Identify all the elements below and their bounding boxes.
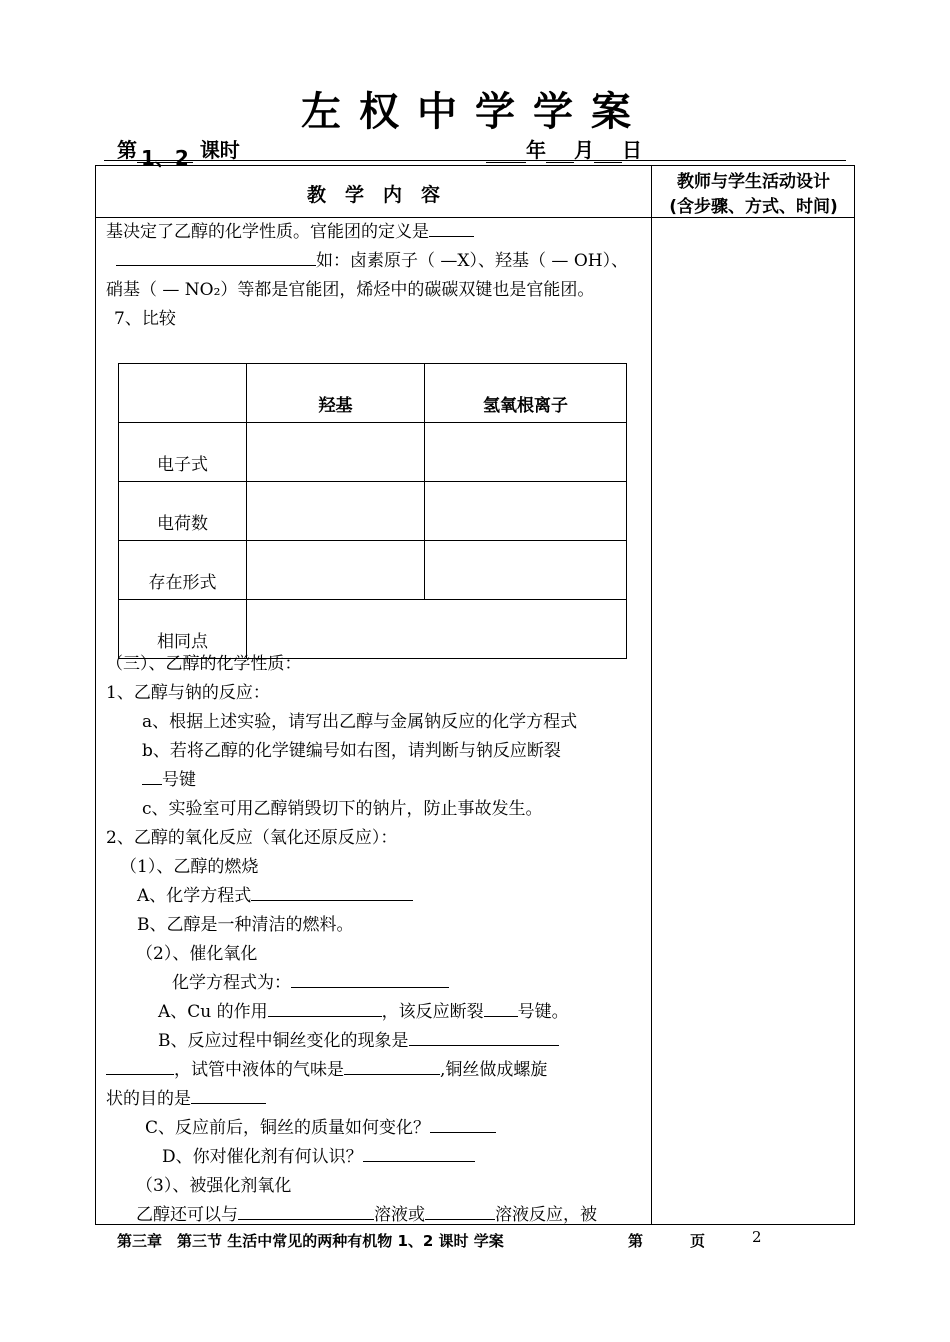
lesson-period: 第 1、2 课时 [117, 138, 240, 170]
answer-blank [106, 1056, 174, 1075]
header-rule [104, 160, 846, 161]
answer-blank [344, 1056, 440, 1075]
answer-blank [268, 998, 382, 1017]
question-text: A、化学方程式 [137, 882, 413, 911]
question-text: 乙醇还可以与 溶液或 溶液反应，被 [136, 1201, 597, 1230]
footer-page-prefix: 第 [628, 1232, 644, 1250]
table-cell [247, 482, 425, 541]
subsection-heading: （1）、乙醇的燃烧 [120, 857, 259, 877]
answer-blank [251, 882, 413, 901]
period-value: 1、2 [137, 142, 193, 163]
content-column-header: 教 学 内 容 [306, 184, 440, 206]
question-text: a、根据上述实验，请写出乙醇与金属钠反应的化学方程式 [142, 712, 578, 732]
answer-blank [191, 1085, 266, 1104]
question-text: 号键 [142, 766, 196, 795]
definition-line-1: 基决定了乙醇的化学性质。官能团的定义是 [106, 218, 474, 247]
table-header-cell: 氢氧根离子 [425, 364, 627, 423]
table-row [119, 482, 627, 541]
table-cell [247, 600, 627, 659]
question-text: B、乙醇是一种清洁的燃料。 [137, 915, 354, 935]
row-label: 电子式 [119, 423, 247, 482]
table-cell [247, 541, 425, 600]
answer-blank [116, 247, 316, 266]
table-cell [425, 423, 627, 482]
question-text: 状的目的是 [106, 1085, 266, 1114]
answer-blank [142, 766, 162, 785]
comparison-table [118, 363, 627, 659]
question-text: b、若将乙醇的化学键编号如右图，请判断与钠反应断裂 [142, 741, 561, 761]
answer-blank [291, 969, 449, 988]
footer-page-suffix: 页 [690, 1232, 706, 1250]
question-text: A、Cu 的作用 ，该反应断裂 号键。 [158, 998, 569, 1027]
answer-blank [363, 1143, 475, 1162]
date-fields: 年 月 日 [486, 134, 642, 163]
question-text: C、反应前后，铜丝的质量如何变化？ [145, 1114, 496, 1143]
subsection-heading: 1、乙醇与钠的反应： [106, 683, 270, 703]
column-divider [651, 165, 652, 1225]
definition-line-2: 如：卤素原子（ —X）、羟基（ — OH）、 [116, 247, 628, 276]
table-cell [425, 541, 627, 600]
table-cell [247, 423, 425, 482]
subsection-heading: （3）、被强化剂氧化 [136, 1176, 292, 1196]
definition-line-3: 硝基（ — NO₂）等都是官能团，烯烃中的碳碳双键也是官能团。 [106, 280, 595, 300]
answer-blank [429, 218, 474, 237]
answer-blank [484, 998, 518, 1017]
subsection-heading: （2）、催化氧化 [136, 944, 258, 964]
table-row [119, 423, 627, 482]
answer-blank [425, 1201, 495, 1220]
activity-column-header: 教师与学生活动设计 (含步骤、方式、时间) [669, 172, 838, 217]
row-label: 相同点 [119, 600, 247, 659]
page-title: 左权中学学案 [301, 89, 649, 135]
table-cell [425, 482, 627, 541]
row-label: 存在形式 [119, 541, 247, 600]
question-text: D、你对催化剂有何认识？ [162, 1143, 475, 1172]
table-cell [119, 364, 247, 423]
question-text: B、反应过程中铜丝变化的现象是 [158, 1027, 559, 1056]
footer-chapter: 第三章 第三节 生活中常见的两种有机物 1、2 课时 学案 [117, 1232, 504, 1250]
table-row [119, 541, 627, 600]
table-row [119, 364, 627, 423]
answer-blank [238, 1201, 374, 1220]
page-number: 2 [752, 1228, 762, 1246]
question-text: c、实验室可用乙醇销毁切下的钠片，防止事故发生。 [142, 799, 543, 819]
subsection-heading: 2、乙醇的氧化反应（氧化还原反应）： [106, 828, 398, 848]
row-label: 电荷数 [119, 482, 247, 541]
section-heading: （三）、乙醇的化学性质： [106, 654, 302, 674]
table-header-cell: 羟基 [247, 364, 425, 423]
compare-heading: 7、比较 [114, 309, 176, 329]
question-text: 化学方程式为： [172, 969, 449, 998]
answer-blank [430, 1114, 496, 1133]
answer-blank [409, 1027, 559, 1046]
question-text: ，试管中液体的气味是 ,铜丝做成螺旋 [106, 1056, 547, 1085]
